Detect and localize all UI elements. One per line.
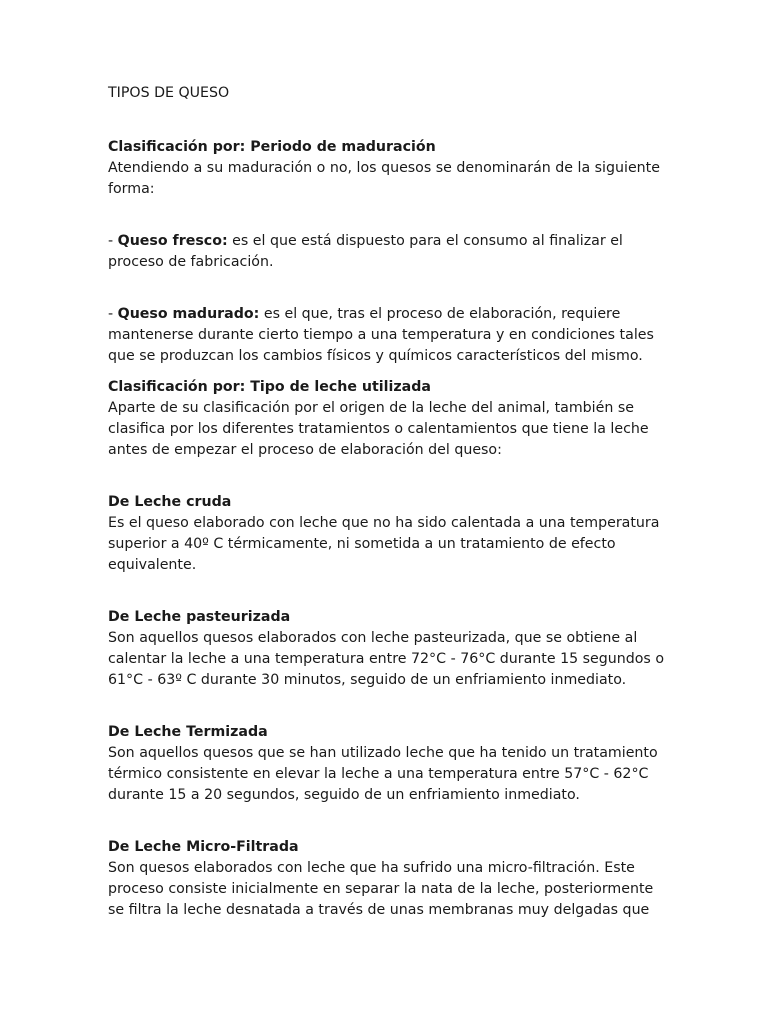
section-heading-tipo-leche: Clasificación por: Tipo de leche utilizada <box>108 379 431 395</box>
section-heading-maduracion: Clasificación por: Periodo de maduración <box>108 139 436 155</box>
section-maduracion <box>108 137 668 200</box>
section-intro-maduracion: Atendiendo a su maduración o no, los quesos se denominarán de la siguiente forma: <box>108 160 660 197</box>
section-text-leche-termizada: Son aquellos quesos que se han utilizado leche que ha tenido un tratamiento térmico consistente en elevar la leche a una temperatura entre 57°C - 62°C durante 15 a 20 segundos, seguido de un enfriamiento inmediato. <box>108 745 658 803</box>
list-item-label-queso-fresco: Queso fresco: <box>117 233 228 249</box>
list-item-queso-madurado <box>108 304 668 367</box>
list-item-prefix: - <box>108 233 118 249</box>
section-leche-microfiltrada <box>108 837 668 921</box>
list-item-text-queso-fresco: es el que está dispuesto para el consumo al finalizar el proceso de fabricación. <box>108 233 623 270</box>
document-page <box>108 83 668 921</box>
document-title: TIPOS DE QUESO <box>108 85 230 101</box>
section-leche-pasteurizada <box>108 607 668 691</box>
section-heading-leche-cruda: De Leche cruda <box>108 494 232 510</box>
list-item-prefix: - <box>108 306 118 322</box>
section-leche-termizada <box>108 722 668 806</box>
section-tipo-leche <box>108 377 668 461</box>
section-leche-cruda <box>108 492 668 576</box>
section-heading-leche-termizada: De Leche Termizada <box>108 724 268 740</box>
section-text-leche-cruda: Es el queso elaborado con leche que no ha sido calentada a una temperatura superior a 40º C térmicamente, ni sometida a un tratamiento de efecto equivalente. <box>108 515 660 573</box>
section-heading-leche-pasteurizada: De Leche pasteurizada <box>108 609 291 625</box>
section-text-leche-pasteurizada: Son aquellos quesos elaborados con leche pasteurizada, que se obtiene al calentar la leche a una temperatura entre 72°C - 76°C durante 15 segundos o 61°C - 63º C durante 30 minutos, seguido de un enfriamiento inmediato. <box>108 630 665 688</box>
list-item-queso-fresco <box>108 231 668 273</box>
list-item-label-queso-madurado: Queso madurado: <box>117 306 260 322</box>
section-text-leche-microfiltrada: Son quesos elaborados con leche que ha sufrido una micro-filtración. Este proceso consiste inicialmente en separar la nata de la leche, posteriormente se filtra la leche desnatada a través de unas membranas muy delgadas que <box>108 860 654 918</box>
section-heading-leche-microfiltrada: De Leche Micro-Filtrada <box>108 839 299 855</box>
list-item-text-queso-madurado: es el que, tras el proceso de elaboración, requiere mantenerse durante cierto tiempo a una temperatura y en condiciones tales que se produzcan los cambios físicos y químicos característicos del mismo. <box>108 306 654 364</box>
section-intro-tipo-leche: Aparte de su clasificación por el origen de la leche del animal, también se clasifica por los diferentes tratamientos o calentamientos que tiene la leche antes de empezar el proceso de elaboración del queso: <box>108 400 649 458</box>
